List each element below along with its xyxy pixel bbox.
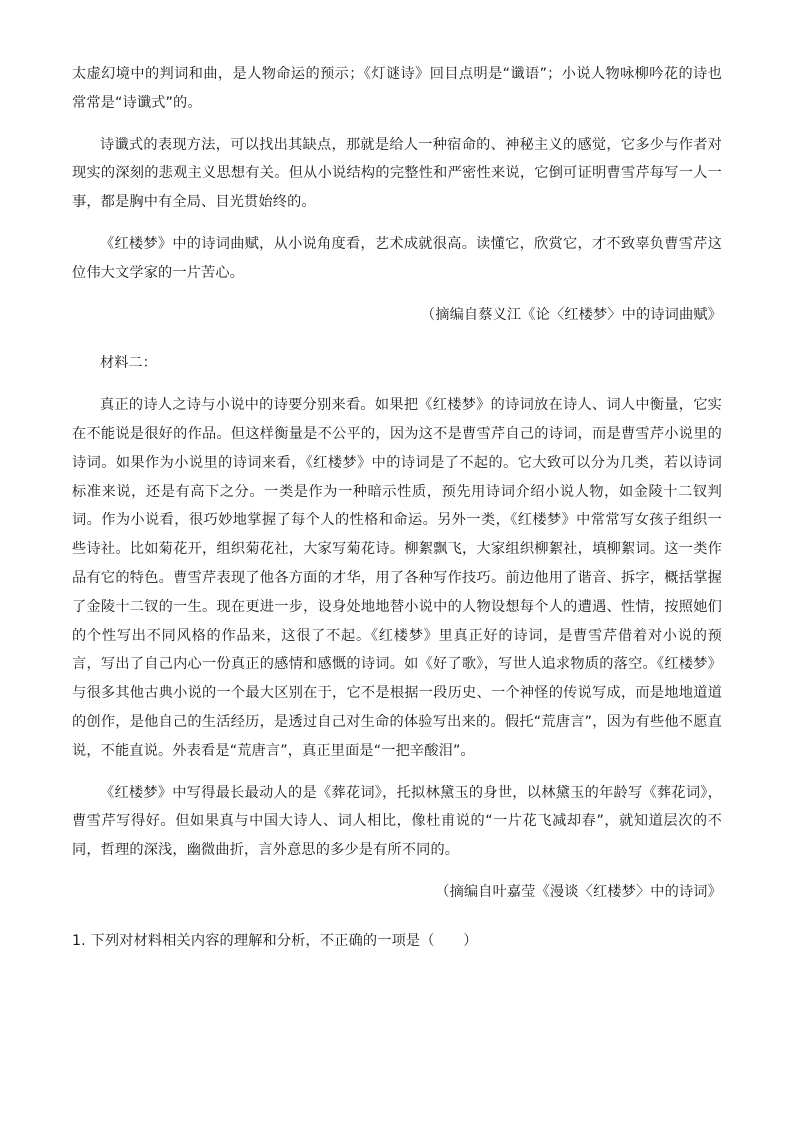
paragraph-poem-prophecy: 太虚幻境中的判词和曲，是人物命运的预示；《灯谜诗》回目点明是“谶语”；小说人物咏柳吟花的诗也常常是“诗谶式”的。	[72, 66, 722, 111]
paragraph-artistic-achievement: 《红楼梦》中的诗词曲赋，从小说角度看，艺术成就很高。读懂它，欣赏它，才不致辜负曹雪芹这位伟大文学家的一片苦心。	[72, 235, 722, 281]
question-one: 1. 下列对材料相关内容的理解和分析，不正确的一项是（ ）	[72, 932, 478, 949]
paragraph-poet-vs-novel: 真正的诗人之诗与小说中的诗要分别来看。如果把《红楼梦》的诗词放在诗人、词人中衡量，它实在不能说是很好的作品。但这样衡量是不公平的，因为这不是曹雪芹自己的诗词，而是曹雪芹小说里的诗词。如果作为小说里的诗词来看，《红楼梦》中的诗词是了不起的。它大致可以分为几类，若以诗词标准来说，还是有高下之分。一类是作为一种暗示性质，预先用诗词介绍小说人物，如金陵十二钗判词。作为小说看，很巧妙地掌握了每个人的性格和命运。另外一类，《红楼梦》中常常写女孩子组织一些诗社。比如菊花开，组织菊花社，大家写菊花诗。柳絮飘飞，大家组织柳絮社，填柳絮词。这一类作品有它的特色。曹雪芹表现了他各方面的才华，用了各种写作技巧。前边他用了谐音、拆字，概括掌握了金陵十二钗的一生。现在更进一步，设身处地地替小说中的人物设想每个人的遭遇、性情，按照她们的个性写出不同风格的作品来，这很了不起。《红楼梦》里真正好的诗词，是曹雪芹借着对小说的预言，写出了自己内心一份真正的感情和感慨的诗词。如《好了歌》，写世人追求物质的落空。《红楼梦》与很多其他古典小说的一个最大区别在于，它不是根据一段历史、一个神怪的传说写成，而是地地道道的创作，是他自己的生活经历，是透过自己对生命的体验写出来的。假托“荒唐言”，因为有些他不愿直说，不能直说。外表看是“荒唐言”，真正里面是“一把辛酸泪”。	[72, 397, 722, 759]
document-content	[72, 60, 722, 956]
paragraph-burial-flowers: 《红楼梦》中写得最长最动人的是《葬花词》，托拟林黛玉的身世，以林黛玉的年龄写《葬花词》，曹雪芹写得好。但如果真与中国大诗人、词人相比，像杜甫说的“一片花飞减却春”，就知道层次的不同，哲理的深浅，幽微曲折，言外意思的多少是有所不同的。	[72, 784, 722, 859]
paragraph-prophecy-method: 诗谶式的表现方法，可以找出其缺点，那就是给人一种宿命的、神秘主义的感觉，它多少与作者对现实的深刻的悲观主义思想有关。但从小说结构的完整性和严密性来说，它倒可证明曹雪芹每写一人一事，都是胸中有全局、目光贯始终的。	[72, 136, 722, 211]
material-two-label: 材料二：	[100, 355, 157, 372]
source-citation-1: （摘编自蔡义江《论〈红楼梦〉中的诗词曲赋》	[420, 306, 722, 323]
source-citation-2: （摘编自叶嘉莹《漫谈〈红楼梦〉中的诗词》	[435, 883, 722, 900]
